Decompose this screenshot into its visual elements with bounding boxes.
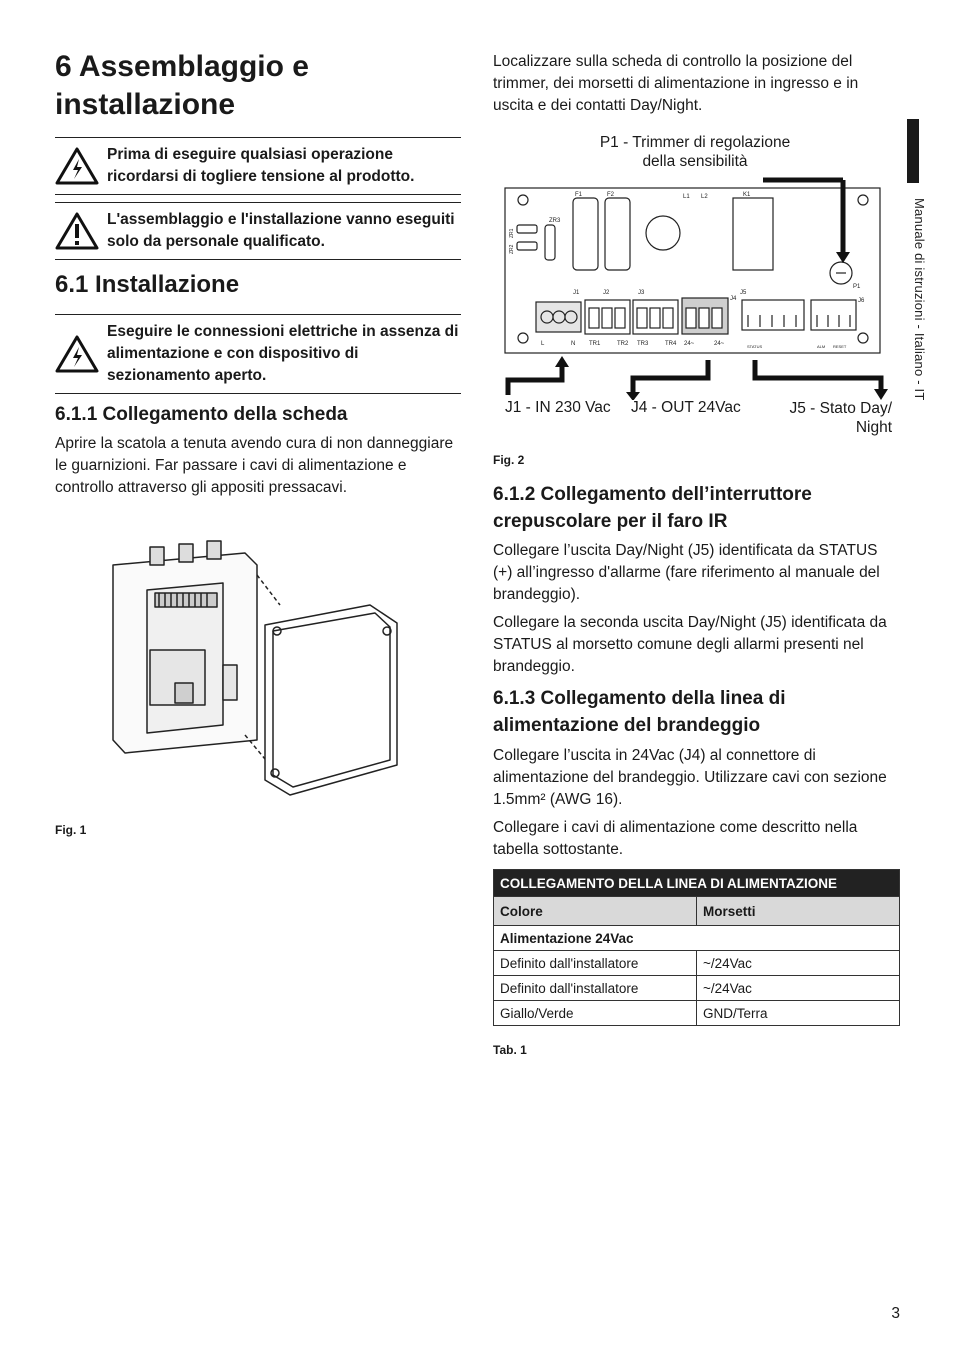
status-label: STATUS <box>747 344 763 349</box>
language-tab-marker <box>907 119 919 183</box>
warning-box-qualified <box>55 202 461 260</box>
p1-label-line: della sensibilità <box>642 153 748 170</box>
electric-hazard-icon <box>55 334 99 374</box>
table-section: Alimentazione 24Vac <box>494 926 900 951</box>
zr1-label: ZR1 <box>509 228 515 238</box>
v24a-label: 24~ <box>684 341 695 347</box>
paragraph: Aprire la scatola a tenuta avendo cura di non danneggiare le guarnizioni. Far passare i cavi di alimentazione e controllo attraverso gli appositi pressacavi. <box>55 435 454 496</box>
zr3-label: ZR3 <box>549 218 561 224</box>
j5-label-line: J5 - Stato Day/ <box>789 400 892 417</box>
paragraph: Collegare i cavi di alimentazione come descritto nella tabella sottostante. <box>493 819 858 858</box>
j1-board-label: J1 <box>573 290 580 296</box>
column-header: Colore <box>494 897 697 926</box>
subsection-heading: 6.1.2 Collegamento dell’interruttore crepuscolare per il faro IR <box>493 484 812 532</box>
warning-box-power <box>55 137 461 195</box>
l1-label: L1 <box>683 194 690 200</box>
paragraph: Collegare l’uscita Day/Night (J5) identificata da STATUS (+) all’ingresso d'allarme (fare riferimento al manuale del brandeggio). <box>493 542 880 603</box>
general-warning-icon <box>55 211 99 251</box>
warning-box-connections <box>55 314 461 394</box>
tr4-label: TR4 <box>665 341 677 347</box>
figure-caption: Fig. 1 <box>55 823 87 837</box>
table-title: COLLEGAMENTO DELLA LINEA DI ALIMENTAZIONE <box>494 870 900 897</box>
subsection-heading: 6.1.1 Collegamento della scheda <box>55 404 348 425</box>
tr2-label: TR2 <box>617 341 629 347</box>
tr1-label: TR1 <box>589 341 601 347</box>
fuse-f1-label: F1 <box>575 192 583 198</box>
table-row <box>494 1001 900 1026</box>
j6-board-label: J6 <box>858 298 865 304</box>
power-line-table <box>493 869 900 1026</box>
warning-text: L'assemblaggio e l'installazione vanno eseguiti solo da personale qualificato. <box>107 211 455 250</box>
v24b-label: 24~ <box>714 341 725 347</box>
section-heading: 6.1 Installazione <box>55 271 240 298</box>
table-caption: Tab. 1 <box>493 1043 527 1057</box>
warning-text: Eseguire le connessioni elettriche in assenza di alimentazione e con dispositivo di sezionamento aperto. <box>107 323 459 384</box>
table-row <box>494 976 900 1001</box>
p1-trimmer-label <box>560 133 830 171</box>
fuse-f2-label: F2 <box>607 192 615 198</box>
j4-callout-label: J4 - OUT 24Vac <box>631 399 741 416</box>
warning-text: Prima di eseguire qualsiasi operazione ricordarsi di togliere tensione al prodotto. <box>107 146 415 185</box>
k1-label: K1 <box>743 192 751 198</box>
enclosure-illustration <box>105 535 410 805</box>
alm-label: ALM <box>817 344 826 349</box>
table-cell: ~/24Vac <box>697 951 900 976</box>
table-cell: ~/24Vac <box>697 976 900 1001</box>
paragraph: Collegare la seconda uscita Day/Night (J5) identificata da STATUS al morsetto comune degli allarmi presenti nel brandeggio. <box>493 614 887 675</box>
table-cell: Definito dall'installatore <box>494 951 697 976</box>
j5-board-label: J5 <box>740 290 747 296</box>
page-title: 6 Assemblaggio e installazione <box>55 50 309 121</box>
l2-label: L2 <box>701 194 708 200</box>
paragraph: Collegare l’uscita in 24Vac (J4) al connettore di alimentazione del brandeggio. Utilizzare cavi con sezione 1.5mm² (AWG 16). <box>493 747 887 808</box>
j4-board-label: J4 <box>730 296 737 302</box>
table-header-row <box>494 897 900 926</box>
zr2-label: ZR2 <box>509 244 515 254</box>
l-terminal-label: L <box>541 341 545 347</box>
reset-label: RESET <box>833 344 847 349</box>
p1-label-line: P1 - Trimmer di regolazione <box>599 134 791 151</box>
j2-board-label: J2 <box>603 290 610 296</box>
column-header: Morsetti <box>697 897 900 926</box>
table-row <box>494 951 900 976</box>
j1-callout-label: J1 - IN 230 Vac <box>505 399 611 416</box>
j5-callout-label <box>760 399 892 437</box>
side-language-label: Manuale di istruzioni - Italiano - IT <box>912 198 927 401</box>
table-cell: Giallo/Verde <box>494 1001 697 1026</box>
control-board-diagram <box>493 170 893 400</box>
j5-label-line: Night <box>855 419 892 436</box>
table-cell: Definito dall'installatore <box>494 976 697 1001</box>
subsection-heading: 6.1.3 Collegamento della linea di alimentazione del brandeggio <box>493 688 786 736</box>
n-terminal-label: N <box>571 341 576 347</box>
tr3-label: TR3 <box>637 341 649 347</box>
figure-caption: Fig. 2 <box>493 453 525 467</box>
table-section-row <box>494 926 900 951</box>
p1-board-label: P1 <box>853 284 861 290</box>
page-number: 3 <box>891 1305 900 1322</box>
table-cell: GND/Terra <box>697 1001 900 1026</box>
electric-hazard-icon <box>55 146 99 186</box>
paragraph: Localizzare sulla scheda di controllo la posizione del trimmer, dei morsetti di alimentazione in ingresso e in uscita e dei contatti Day/Night. <box>493 53 859 114</box>
j3-board-label: J3 <box>638 290 645 296</box>
table-title-row <box>494 870 900 897</box>
